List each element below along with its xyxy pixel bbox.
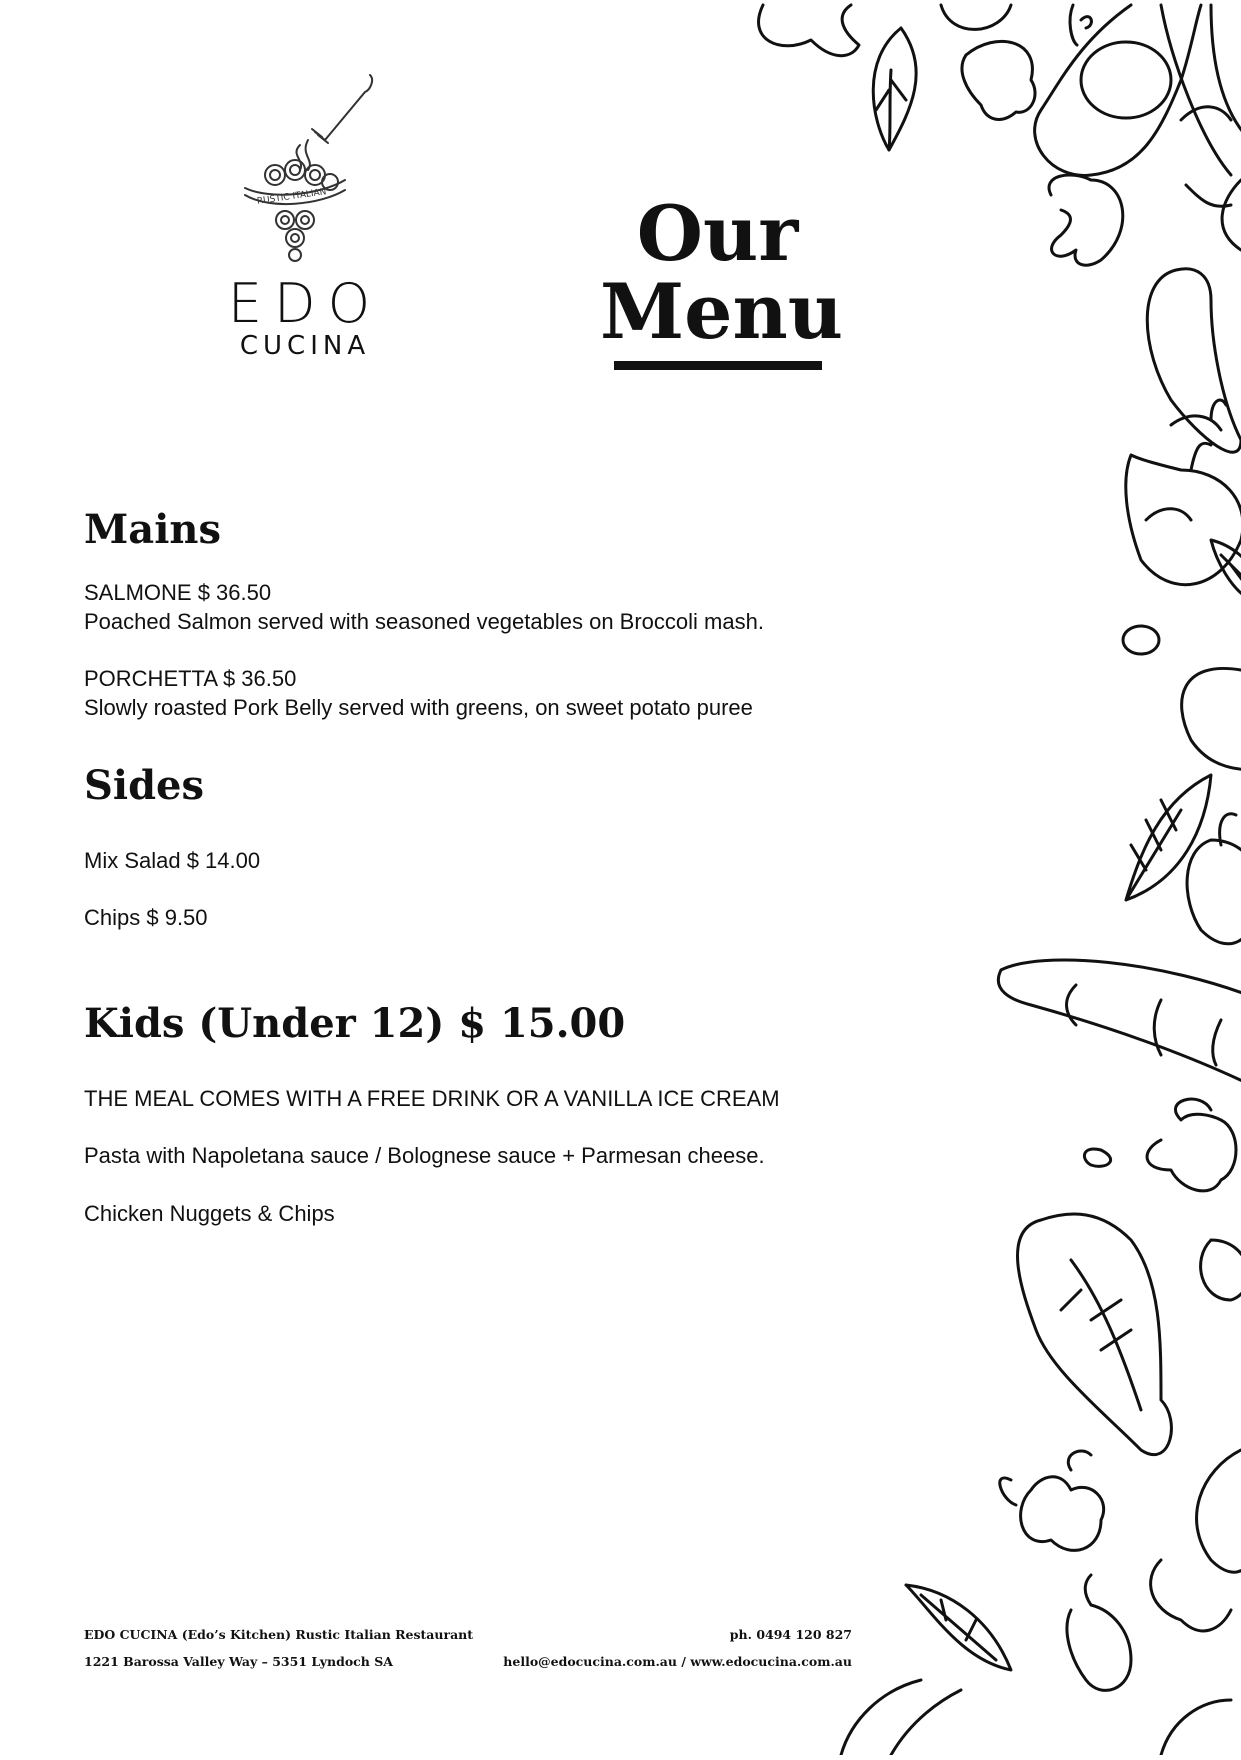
footer-web-email: hello@edocucina.com.au / www.edocucina.com.au (503, 1654, 852, 1669)
footer-restaurant-name: EDO CUCINA (Edo’s Kitchen) Rustic Italian Restaurant (84, 1627, 474, 1642)
logo-badge-text: RUSTIC ITALIAN (256, 187, 328, 207)
kids-item: Chicken Nuggets & Chips (84, 1201, 335, 1226)
main-item-description: Slowly roasted Pork Belly served with greens, on sweet potato puree (84, 695, 753, 720)
page-title-line1: Our (636, 189, 799, 278)
mains-heading: Mains (84, 506, 221, 553)
title-underline (614, 361, 822, 370)
main-item-description: Poached Salmon served with seasoned vegetables on Broccoli mash. (84, 609, 764, 634)
page-title (600, 189, 843, 370)
page-title-line2: Menu (600, 267, 843, 356)
footer-phone: ph. 0494 120 827 (729, 1627, 852, 1642)
sides-heading: Sides (84, 762, 205, 809)
side-item: Chips $ 9.50 (84, 905, 208, 930)
logo-name: EDO (227, 272, 383, 335)
footer-address: 1221 Barossa Valley Way – 5351 Lyndoch SA (84, 1654, 393, 1669)
kids-item: Pasta with Napoletana sauce / Bolognese sauce + Parmesan cheese. (84, 1143, 765, 1168)
kids-heading: Kids (Under 12) $ 15.00 (84, 1000, 626, 1047)
pasta-fork-logo-icon (230, 70, 380, 270)
main-item-name-price: PORCHETTA $ 36.50 (84, 666, 297, 691)
side-item: Mix Salad $ 14.00 (84, 848, 261, 873)
kids-note: THE MEAL COMES WITH A FREE DRINK OR A VANILLA ICE CREAM (84, 1086, 780, 1111)
main-item-name-price: SALMONE $ 36.50 (84, 580, 272, 605)
edo-cucina-logo (225, 70, 385, 360)
logo-subtitle: CUCINA (239, 331, 371, 361)
